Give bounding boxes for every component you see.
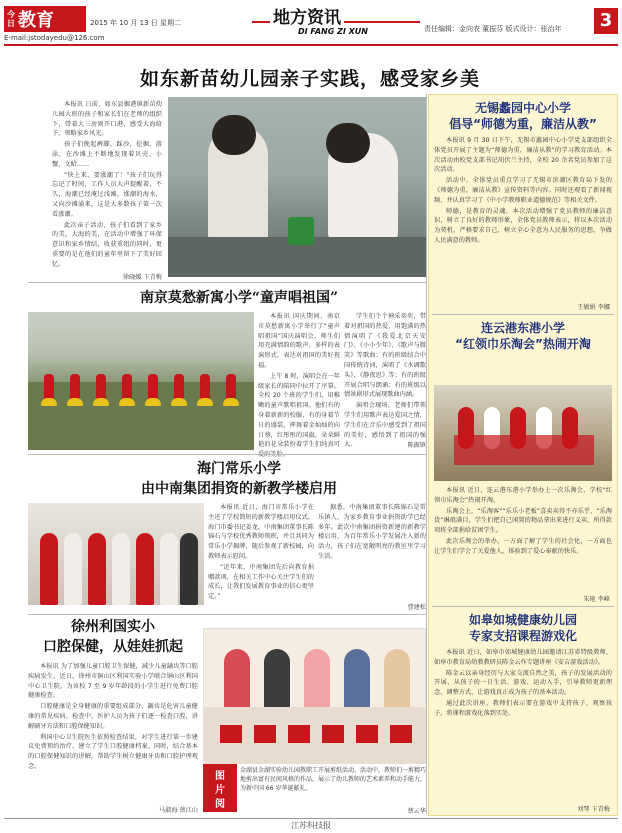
photo-figure <box>88 533 106 605</box>
story-divider <box>28 454 426 455</box>
masthead-divider <box>4 44 618 46</box>
story1-paragraph: 此次亲子活动，孩子们看到了家乡的美，大海的美，在活动中增强了环保意识和家乡情结，收获重组的同时，更重要的是在他们的童年里留下了美好回忆。 <box>52 221 162 268</box>
sidebar-divider <box>432 314 614 315</box>
section-title-zh: 地方资讯 <box>270 3 344 28</box>
story2-paragraph: 上午 8 时，演唱会在一年级家长的陪同中拉开了序幕。全校 20 个班的学生们，用稚嫩的童声歌唱祖国。他们有的身着新新的校服，有的身着节日的盛装，挥舞着金灿灿的向日葵，红彤彤的国旗，朵朵鲜艳的花朵装扮着学生们纯真可 <box>258 372 340 449</box>
photo-figure <box>160 533 178 605</box>
photo-figure <box>112 533 130 605</box>
masthead <box>0 0 622 44</box>
story2-paragraph: 学生们个个神采奕奕，带着对祖国的热爱，用饱满的热情演唱了《我爱北京天安门》、《小小少年》、《歌声与微笑》等歌曲；有的班级结合中国传统诗词，演唱了《水调歌头》、《静夜思》等；有的班级开展合唱与朗诵；有的班级以情景剧形式展现歌曲内涵。 <box>344 313 426 399</box>
story2-photo <box>28 312 254 450</box>
photo-figure <box>119 398 135 406</box>
tag-char: 图 <box>215 771 225 782</box>
photo-feature-caption: 金湖县金湖实验幼儿园教职工开展剪纸活动。活动中，教师们一剪精巧地剪出富有民间风格的作品，展示了幼儿教师的艺术素养和动手能力，为新中国 66 岁华诞献礼。 <box>240 767 427 792</box>
right2-paragraph: 本报讯 近日，连云港东港小学举办上一次乐淘会，学校“红领巾乐淘会”热闹开淘。 <box>434 487 612 504</box>
right3-byline: 刘琴 卞青梅 <box>577 806 610 813</box>
photo-figure <box>67 398 83 406</box>
story4-headline-line1: 徐州利国实小 <box>71 619 155 635</box>
paper-cut-artwork <box>356 725 378 743</box>
photo-figure <box>304 649 330 709</box>
story1-photo <box>168 97 426 271</box>
story1-paragraph: 孩子们挽起裤脚，踩沙，挖掘，游泳，在沙滩上不断地发现着贝壳、小蟹、文蛤…… <box>52 141 162 168</box>
story3-paragraph: “近年来，中南集团先后向教育捐赠款项，在相关工作中心关注学生们的成长，让我们发展教育事业的信心更坚定。” <box>208 563 314 601</box>
story3-headline <box>52 459 426 499</box>
photo-bucket <box>288 217 314 245</box>
photo-feature-image <box>203 628 426 763</box>
right3-headline-line1: 如皋如城健康幼儿园 <box>468 613 577 627</box>
tag-char: 阅 <box>215 799 225 810</box>
right2-byline: 朱艳 李峰 <box>583 596 610 603</box>
story3-paragraph: 据悉，中南集团董事长陈锦石是常乐镇人，为家乡教育事业捐资助学已经多年。此次中南集团捐资新建的新教学楼启用，为百年常乐小学发展注入新的活力，孩子们在宽敞明亮的教室里学习生活。 <box>318 504 426 560</box>
editor-credits: 责任编辑：金向农 董振芬 版式设计：张治年 <box>424 25 562 33</box>
story3-photo <box>28 503 204 605</box>
paper-cut-artwork <box>254 725 276 743</box>
section-title <box>252 3 420 39</box>
tag-char: 片 <box>215 785 225 796</box>
right2-headline-line1: 连云港东港小学 <box>480 321 565 335</box>
story3-body-col2 <box>318 503 426 599</box>
logo-small-text: 今日 <box>7 10 15 28</box>
right2-body <box>434 486 612 592</box>
right1-headline-line2: 倡导“师德为重，廉洁从教” <box>449 117 597 131</box>
right3-paragraph: 陈金云以亲身经历与大家交流自然之美，孩子的发展活动的开展，从孩子的一日生活、游戏、运动入手，引导教师更新理念、调整方式，让游戏真正成为孩子的基本活动。 <box>434 669 612 697</box>
story3-byline: 曹建松 <box>407 604 426 611</box>
photo-figure <box>326 123 370 163</box>
photo-figure <box>344 649 370 709</box>
story1-headline: 如东新苗幼儿园亲子实践，感受家乡美 <box>139 68 480 90</box>
footer-rule <box>4 818 618 819</box>
story-divider <box>28 614 426 615</box>
photo-feature-tag <box>203 764 237 812</box>
story2-paragraph: 本报讯 国庆期间，南京市莫愁新寓小学举行了“童声唱祖国”国庆演唱会，师生们用充满情韵的歌声、多样的表演形式，表达对祖国的美好祝福。 <box>258 313 340 369</box>
story2-byline: 陈振镇 <box>407 442 426 449</box>
story3-headline-line1: 海门常乐小学 <box>197 461 281 477</box>
story4-paragraph: 口腔健康是全身健康的重要组成部分，龋齿是危害儿童健康的常见疾病。检查中，医护人员为孩子们逐一检查口腔，讲解刷牙方法和口腔保健知识。 <box>28 703 198 730</box>
story1-paragraph: “快上来，要涨潮了！”孩子们玩得忘记了时间，工作人员大声提醒着，不久，海潮已经淹过浅滩，涨潮的海水，又向沙滩涌来，这是大多数孩子第一次看涨潮。 <box>52 171 162 218</box>
story4-byline: 马淑海 蔡江山 <box>158 807 198 814</box>
story3-headline-line2: 由中南集团捐资的新教学楼启用 <box>141 481 337 497</box>
right1-paragraph: 师德，是教育的灵魂。本次活动增强了党员教师的廉洁意识，树立了良好的教师形象，全体党员教师表示，将以本次活动为契机，严格要求自己，树立全心全意为人民服务的思想，争做人民满意的教师。 <box>434 207 612 244</box>
right2-headline-line2: “红领巾乐淘会”热闹开淘 <box>455 337 591 351</box>
photo-figure <box>136 533 154 605</box>
story1-body <box>52 100 162 270</box>
right3-headline-line2: 专家支招课程游戏化 <box>468 629 577 643</box>
page-number: 3 <box>594 8 618 34</box>
right2-photo <box>434 385 612 481</box>
right3-headline <box>433 612 613 644</box>
right3-paragraph: 通过此次讲座，教师们表示要在游戏中支持孩子，观察孩子，将课程游戏化落到实处。 <box>434 699 612 717</box>
photo-figure <box>264 649 290 709</box>
right1-headline-line1: 无锡蠡园中心小学 <box>474 101 571 115</box>
story1-paragraph: 本报讯 日前，如东县掘港镇新苗幼儿园大班的孩子和家长们在老师的组织下，带着大三房则开口港，感受大海给予，领略家乡风光。 <box>52 101 162 138</box>
paper-cut-artwork <box>288 725 310 743</box>
right1-headline <box>433 100 613 132</box>
photo-figure <box>171 398 187 406</box>
paper-cut-artwork <box>390 725 412 743</box>
right1-paragraph: 本报讯 9 月 30 日下午，无锡市蠡园中心小学党支部组织全体党员开展了主题为“师德为重，廉洁从教”的学习教育活动。本次活动由校党支部书记胡伏兰主持，全校 20 余名党员参加了这次活动。 <box>434 137 612 174</box>
footer-publication: 江苏科技报 <box>291 821 331 830</box>
contact-email: E-mail:jstodayedu@126.com <box>4 34 105 42</box>
story2-body <box>258 312 340 450</box>
paper-cut-artwork <box>322 725 344 743</box>
photo-figure <box>145 398 161 406</box>
story3-body <box>208 503 314 613</box>
photo-figure <box>384 649 410 709</box>
right1-paragraph: 活动中，全体党员重点学习了无锡市滨湖区教育局下发的《师德为重，廉洁从教》宣传资料等内容。同时还观看了新闻视频，并认真学习了《中小学教师职业道德规范》等相关文件。 <box>434 177 612 204</box>
photo-figure <box>223 398 239 406</box>
photo-stage <box>28 382 254 450</box>
photo-figure <box>197 398 213 406</box>
photo-figure <box>180 533 198 605</box>
right3-body <box>434 648 612 798</box>
right3-paragraph: 本报讯 近日，如皋市如城健康幼儿园邀请江苏省特级教师、如皋市教育局幼教教研员陈金云作专题讲座《安吉游戏活动》。 <box>434 649 612 666</box>
photo-feature-byline: 蔡云华 <box>407 808 426 815</box>
story4-headline-line2: 口腔保健，从娃娃抓起 <box>43 639 183 655</box>
story1-byline: 徐晓媛 卞青梅 <box>122 274 162 281</box>
logo-big-text: 教育 <box>18 10 54 31</box>
right2-paragraph: 乐淘会上，“乐淘客”“乐乐小老板”喜卖卖得不亦乐乎，“乐淘货”琳琅满目，学生们把自己闲置的物品拿出来进行义卖，所得款项将全部捐给贫困学生。 <box>434 507 612 535</box>
photo-figure <box>212 115 256 155</box>
right1-byline: 王敏娟 李娜 <box>577 304 610 311</box>
story4-body <box>28 662 198 802</box>
photo-figure <box>40 533 58 605</box>
photo-figure <box>64 533 82 605</box>
story4-paragraph: 利国中心卫生院医生依照检查结果，对学生进行第一步建议免费预约治疗，建立了学生口腔健康档案。同时，结合基本的口腔保健知识的讲解，帮助学生树立健康牙齿和口腔护理观念。 <box>28 733 198 770</box>
story2-paragraph: 演唱会现场，老师们带领学生们用歌声表达爱国之情，学生们在音乐中感受到了祖国的美好，感悟到了祖国的强大。 <box>344 402 426 449</box>
story4-headline <box>28 617 198 657</box>
column-divider <box>426 94 427 814</box>
photo-figure <box>93 398 109 406</box>
story2-headline: 南京莫愁新寓小学“童声唱祖国” <box>139 290 339 306</box>
right1-body <box>434 136 612 296</box>
sidebar-divider <box>432 606 614 607</box>
section-title-pinyin: DI FANG ZI XUN <box>298 27 368 36</box>
photo-table <box>454 435 594 465</box>
issue-date: 2015 年 10 月 13 日 星期二 <box>90 19 181 27</box>
story3-paragraph: 本报讯 近日，海门市常乐小学在主还了学校简短的新教学楼启用仪式。海门市委书记姜龙，中南集团董事长陈锦石与学校优秀教师领班，并且共同为常乐小学揭牌，随后参观了新校园，向教师表示慰问。 <box>208 504 314 560</box>
story4-paragraph: 本报讯 为了加强儿童口腔卫生保健，减少儿童龋齿等口腔疾病发生，近日，徐州市铜山区利国实验小学联合铜山区利国中心卫生院，为该校 7 至 9 岁年龄段的小学生进行免费口腔健康检查。 <box>28 663 198 700</box>
photo-figure <box>224 649 250 709</box>
story-divider <box>28 282 426 283</box>
paper-cut-artwork <box>220 725 242 743</box>
photo-figure <box>41 398 57 406</box>
newspaper-logo <box>4 6 86 32</box>
right2-paragraph: 此次乐淘会的举办，一方面了解了学生的社会化，一方面也让学生们学会了关爱他人，体验到了爱心奉献的快乐。 <box>434 537 612 555</box>
right2-headline <box>433 320 613 352</box>
